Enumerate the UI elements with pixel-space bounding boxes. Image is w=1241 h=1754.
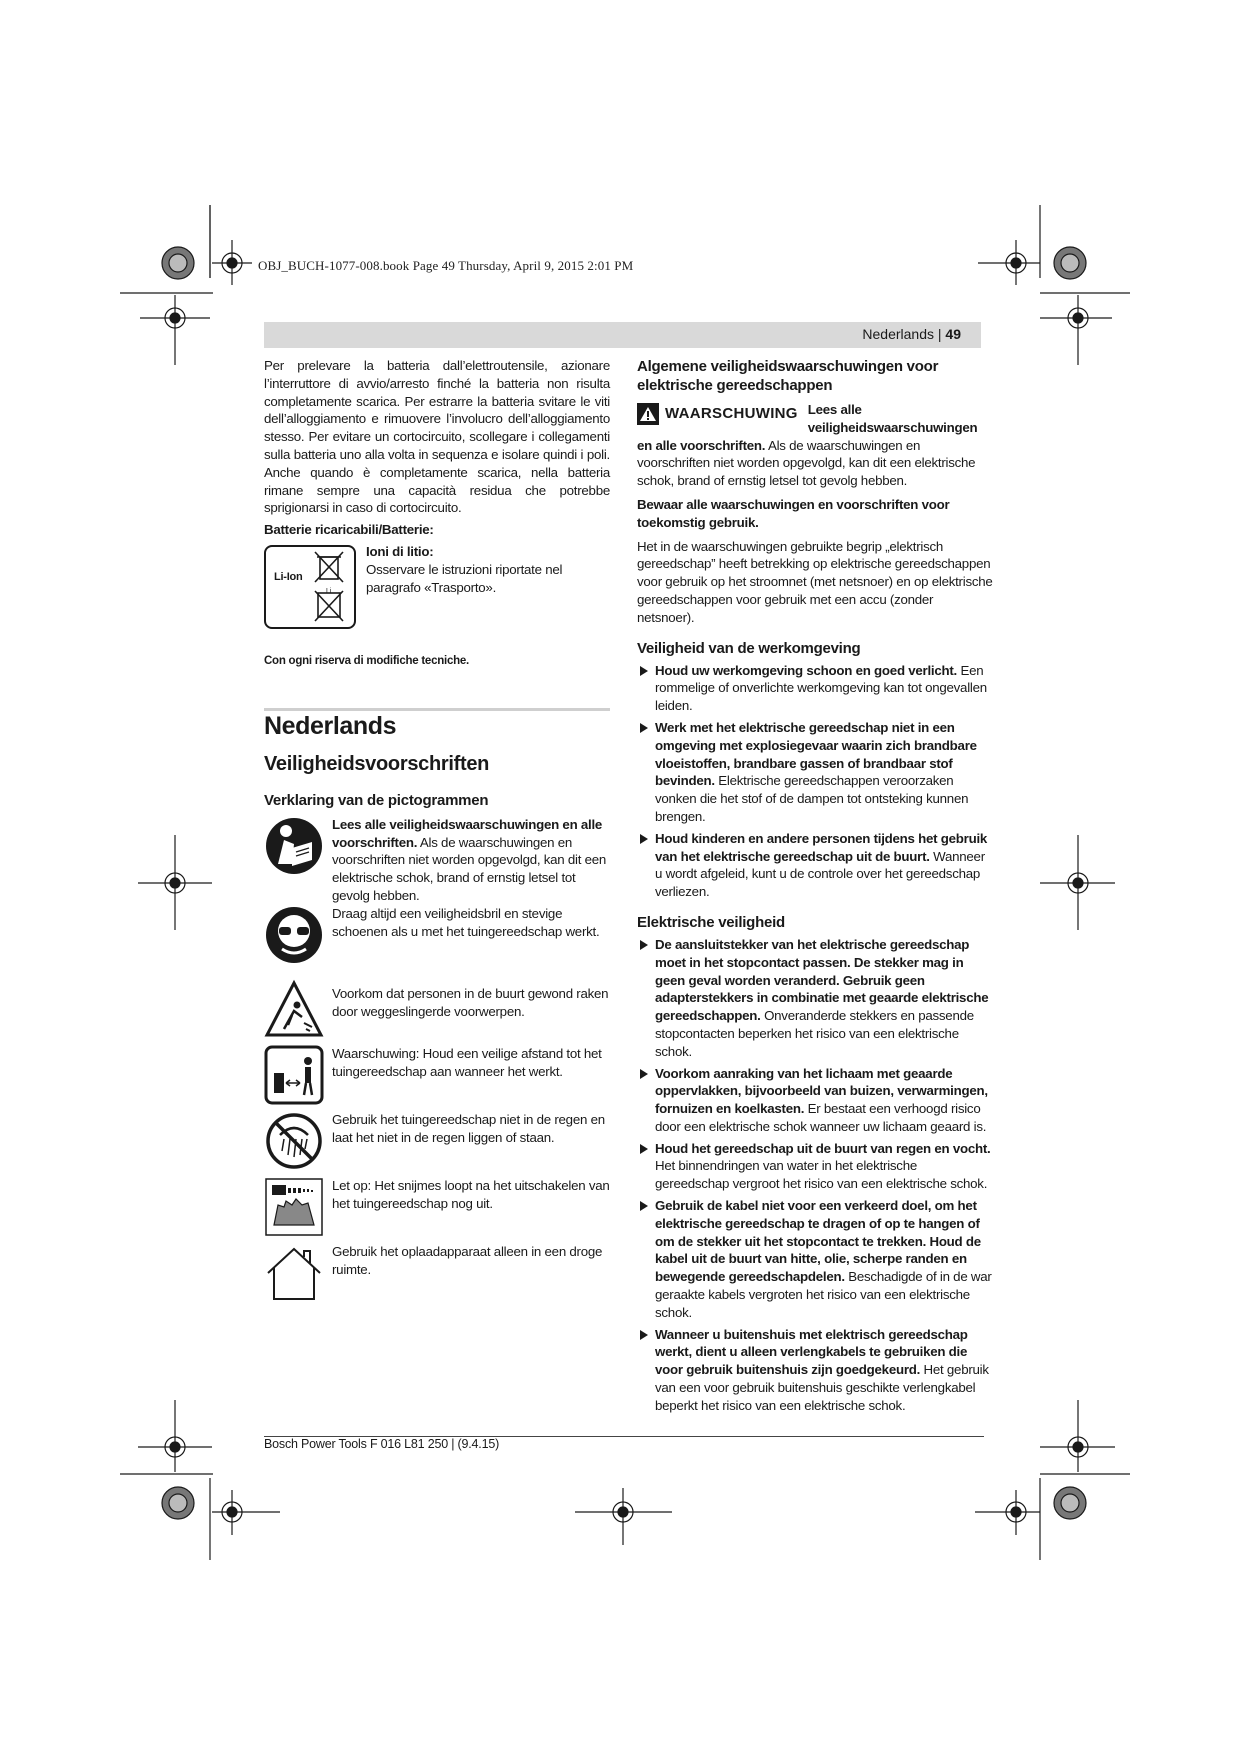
liion-block: [264, 543, 610, 633]
warning-triangle-icon: [637, 403, 659, 425]
blade-coasting-icon: [264, 1177, 324, 1237]
picto-blade-coasting: Let op: Het snijmes loopt na het uitschakelen van het tuingereedschap nog uit.: [264, 1177, 610, 1243]
liion-title: Ioni di litio:: [366, 543, 434, 559]
picto-safe-distance: Waarschuwing: Houd een veilige afstand tot het tuingereedschap aan wanneer het werkt.: [264, 1045, 610, 1111]
general-warnings-heading: Algemene veiligheidswaarschuwingen voor elektrische gereedschappen: [637, 358, 939, 394]
crosshair-icon: [575, 1488, 672, 1545]
list-item: Houd kinderen en andere personen tijdens het gebruik van het elektrische gereedschap uit de buurt. Wanneer u wordt afgeleid, kunt u de controle over het gereedschap verliezen.: [637, 830, 993, 901]
section-divider: [264, 708, 610, 711]
registration-sunburst-icon: [1054, 247, 1086, 279]
page-number: 49: [945, 326, 961, 342]
safety-title: Veiligheidsvoorschriften: [264, 752, 490, 775]
technical-reservation: Con ogni riserva di modifiche tecniche.: [264, 654, 469, 667]
keep-instructions: Bewaar alle waarschuwingen en voorschriften voor toekomstig gebruik.: [637, 496, 950, 530]
crosshair-icon: [212, 1490, 280, 1535]
crosshair-icon: [138, 835, 212, 930]
safe-distance-icon: [264, 1045, 324, 1105]
footer-text: Bosch Power Tools F 016 L81 250 | (9.4.15): [264, 1437, 500, 1451]
crosshair-icon: [138, 1400, 212, 1472]
crosshair-icon: [140, 295, 210, 365]
crosshair-icon: [1040, 835, 1115, 930]
list-item: Wanneer u buitenshuis met elektrisch gereedschap werkt, dient u alleen verlengkabels te gebruiken die voor gebruik buitenshuis zijn goedgekeurd. Het gebruik van een voor gebruik buitenshuis geschikte verlengkabel beperkt het risico van een elektrische schok.: [637, 1326, 993, 1415]
list-item: Gebruik de kabel niet voor een verkeerd doel, om het elektrische gereedschap te dragen of op te hangen of om de stekker uit het stopcontact te trekken. Houd de kabel uit de buurt van hitte, olie, scherpe randen en bewegende gereedschapdelen. Beschadigde of in de war geraakte kabels vergroten het risico van een elektrische schok.: [637, 1197, 993, 1322]
picto-dry-room: Gebruik het oplaadapparaat alleen in een droge ruimte.: [264, 1243, 610, 1309]
registration-sunburst-icon: [162, 1487, 194, 1519]
list-item: Houd uw werkomgeving schoon en goed verlicht. Een rommelige of onverlichte werkomgeving kan tot ongevallen leiden.: [637, 662, 993, 715]
header-label: Nederlands | 49: [862, 326, 961, 342]
list-item: Houd het gereedschap uit de buurt van regen en vocht. Het binnendringen van water in het elektrische gereedschap vergroot het risico van een elektrische schok.: [637, 1140, 993, 1193]
read-manual-icon: [264, 816, 324, 876]
language-title: Nederlands: [264, 711, 397, 740]
electric-heading: Elektrische veiligheid: [637, 913, 785, 931]
warning-badge: WAARSCHUWING: [637, 403, 798, 425]
print-info-line: OBJ_BUCH-1077-008.book Page 49 Thursday, April 9, 2015 2:01 PM: [258, 258, 634, 273]
thrown-objects-warning-icon: [264, 979, 324, 1039]
picto-safety-goggles: Draag altijd een veiligheidsbril en stevige schoenen als u met het tuingereedschap werkt.: [264, 905, 610, 971]
pictograms-heading: Verklaring van de pictogrammen: [264, 791, 489, 809]
picto-no-rain: Gebruik het tuingereedschap niet in de regen en laat het niet in de regen liggen of staan.: [264, 1111, 610, 1177]
italian-paragraph: Per prelevare la batteria dall’elettroutensile, azionare l’interruttore di avvio/arresto finché la batteria non risulta completamente scarica. Per estrarre la batteria svitare le viti dell’alloggiamento e rimuovere l’involucro dell’alloggiamento stesso. Per evitare un cortocircuito, scollegare i collegamenti sulla batteria uno alla volta in sequenza e isolare quindi i poli. Anche quando è completamente scarica, nella batteria rimane sempre una capacità residua che potrebbe sprigionarsi in caso di cortocircuito.: [264, 358, 610, 516]
list-item: Werk met het elektrische gereedschap niet in een omgeving met explosiegevaar waarin zich brandbare vloeistoffen, brandbare gassen of brandbaar stof bevinden. Elektrische gereedschappen veroorzaken vonken die het stof of de dampen tot ontsteking kunnen brengen.: [637, 719, 993, 826]
crosshair-icon: [975, 1490, 1040, 1535]
list-item: De aansluitstekker van het elektrische gereedschap moet in het stopcontact passen. De stekker mag in geen geval worden veranderd. Gebruik geen adapterstekkers in combinatie met geaarde elektrische gereedschappen. Onveranderde stekkers en passende stopcontacten beperken het risico van een elektrische schok.: [637, 936, 993, 1061]
crosshair-icon: [212, 240, 252, 285]
warning-block: WAARSCHUWING Lees alle veiligheidswaarschuwingen en alle voorschriften. Als de waarschuwingen en voorschriften niet worden opgevolgd, kan dit een elektrische schok, brand of ernstig letsel tot gevolg hebben.: [637, 402, 978, 489]
indoor-house-icon: [264, 1243, 324, 1303]
page-header: [264, 322, 981, 348]
registration-sunburst-icon: [162, 247, 194, 279]
registration-sunburst-icon: [1054, 1487, 1086, 1519]
crosshair-icon: [978, 240, 1040, 285]
left-column: [264, 357, 610, 1309]
workarea-heading: Veiligheid van de werkomgeving: [637, 639, 861, 657]
batteries-heading: Batterie ricaricabili/Batterie:: [264, 522, 434, 538]
crosshair-icon: [1040, 295, 1112, 365]
no-rain-icon: [264, 1111, 324, 1171]
liion-battery-icon: Li-Ion Li: [264, 545, 356, 629]
right-column: [637, 357, 993, 1415]
list-item: Voorkom aanraking van het lichaam met geaarde oppervlakken, bijvoorbeeld van buizen, verwarmingen, fornuizen en koelkasten. Er bestaat een verhoogd risico door een elektrische schok wanneer uw lichaam geaard is.: [637, 1065, 993, 1136]
picto-read-manual: Lees alle veiligheidswaarschuwingen en alle voorschriften. Als de waarschuwingen en voorschriften niet worden opgevolgd, kan dit een elektrische schok, brand of ernstig letsel tot gevolg hebben.: [264, 816, 610, 905]
liion-text: Osservare le istruzioni riportate nel paragrafo «Trasporto».: [366, 561, 563, 595]
crosshair-icon: [1040, 1400, 1115, 1472]
safety-goggles-icon: [264, 905, 324, 965]
term-definition: Het in de waarschuwingen gebruikte begrip „elektrisch gereedschap” heeft betrekking op elektrische gereedschappen voor gebruik op het stroomnet (met netsnoer) en op elektrische gereedschappen voor gebruik met een accu (zonder netsnoer).: [637, 538, 993, 625]
picto-thrown-objects: Voorkom dat personen in de buurt gewond raken door weggeslingerde voorwerpen.: [264, 979, 610, 1045]
